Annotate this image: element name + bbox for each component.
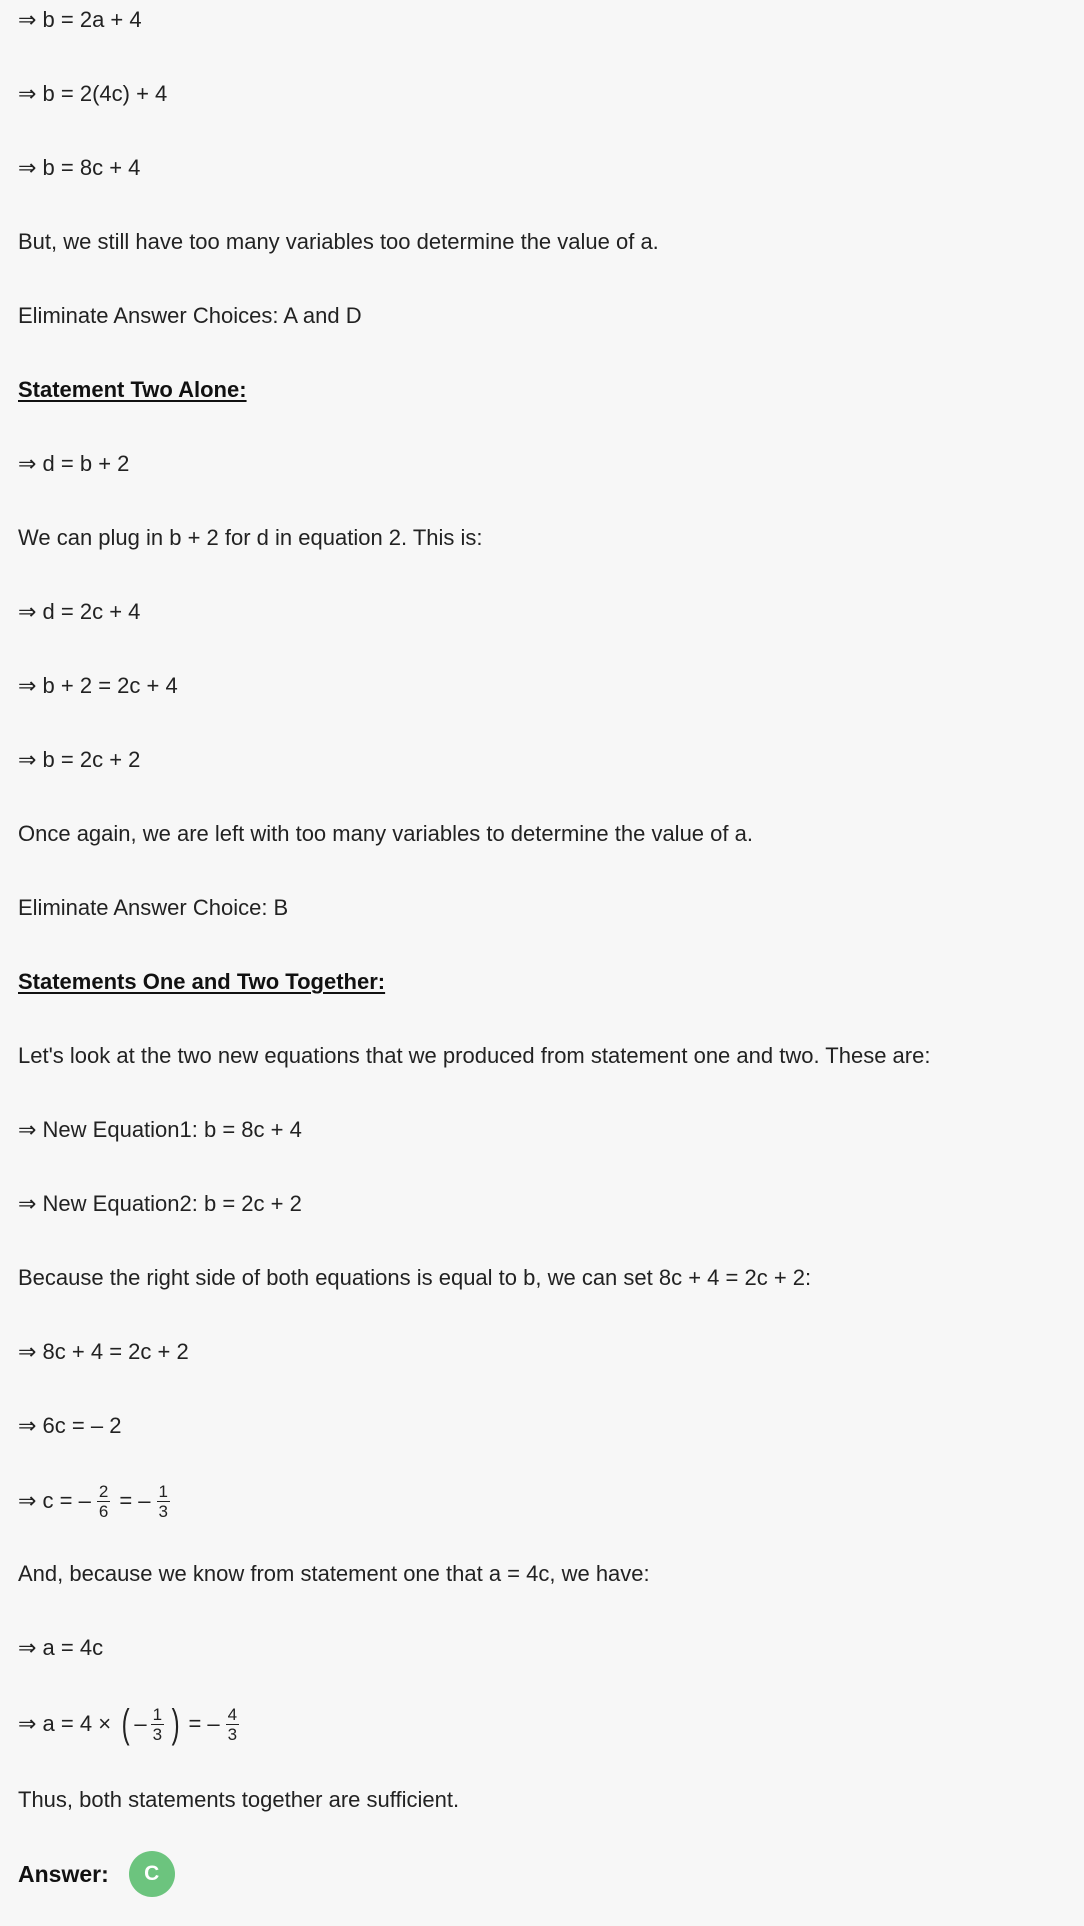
equation-line: ⇒ b + 2 = 2c + 4	[18, 673, 178, 698]
section-heading-together: Statements One and Two Together:	[18, 969, 386, 994]
equation-line: ⇒ b = 2c + 2	[18, 747, 141, 772]
close-parenthesis: )	[171, 1702, 180, 1746]
eliminate-text: Eliminate Answer Choice: B	[18, 895, 289, 920]
equation-line: ⇒ d = b + 2	[18, 451, 130, 476]
equation-line: ⇒ b = 2(4c) + 4	[18, 81, 168, 106]
explanation-text: Because the right side of both equations is equal to b, we can set 8c + 4 = 2c + 2:	[18, 1265, 812, 1290]
math-prefix: ⇒ a = 4 ×	[18, 1711, 112, 1736]
math-operator: –	[134, 1711, 147, 1736]
explanation-text: And, because we know from statement one that a = 4c, we have:	[18, 1561, 650, 1586]
equation-line: ⇒ a = 4c	[18, 1635, 104, 1660]
equation-line: ⇒ New Equation1: b = 8c + 4	[18, 1117, 302, 1142]
fraction-numerator: 4	[227, 1704, 238, 1724]
equation-line: ⇒ b = 8c + 4	[18, 155, 141, 180]
answer-label: Answer:	[18, 1860, 109, 1887]
conclusion-text: Thus, both statements together are sufficient.	[18, 1787, 460, 1812]
fraction	[226, 1706, 239, 1743]
fraction	[157, 1483, 170, 1520]
fraction-denominator: 3	[227, 1724, 238, 1744]
explanation-text: Let's look at the two new equations that we produced from statement one and two. These are:	[18, 1043, 931, 1068]
math-operator: = –	[188, 1711, 220, 1736]
equation-line-a-fraction	[18, 1699, 242, 1749]
explanation-text: We can plug in b + 2 for d in equation 2. This is:	[18, 525, 483, 550]
fraction-numerator: 1	[152, 1704, 163, 1724]
eliminate-text: Eliminate Answer Choices: A and D	[18, 303, 362, 328]
open-parenthesis: (	[121, 1702, 130, 1746]
equation-line: ⇒ New Equation2: b = 2c + 2	[18, 1191, 302, 1216]
explanation-text: But, we still have too many variables too determine the value of a.	[18, 229, 659, 254]
equation-line-c-fraction	[18, 1476, 173, 1526]
fraction	[151, 1706, 164, 1743]
fraction-denominator: 3	[152, 1724, 163, 1744]
fraction-numerator: 2	[98, 1481, 109, 1501]
fraction-numerator: 1	[158, 1481, 168, 1501]
equation-line: ⇒ 8c + 4 = 2c + 2	[18, 1339, 189, 1364]
equation-line: ⇒ d = 2c + 4	[18, 599, 141, 624]
answer-row	[18, 1851, 175, 1897]
fraction-denominator: 6	[98, 1501, 109, 1521]
explanation-text: Once again, we are left with too many variables to determine the value of a.	[18, 821, 753, 846]
answer-choice-badge: C	[129, 1851, 175, 1897]
fraction-denominator: 3	[158, 1501, 168, 1521]
math-prefix: ⇒ c = –	[18, 1488, 91, 1513]
equation-line: ⇒ 6c = – 2	[18, 1413, 122, 1438]
section-heading-statement-two: Statement Two Alone:	[18, 377, 247, 402]
equation-line: ⇒ b = 2a + 4	[18, 7, 142, 32]
math-operator: = –	[119, 1488, 151, 1513]
fraction	[97, 1483, 110, 1520]
